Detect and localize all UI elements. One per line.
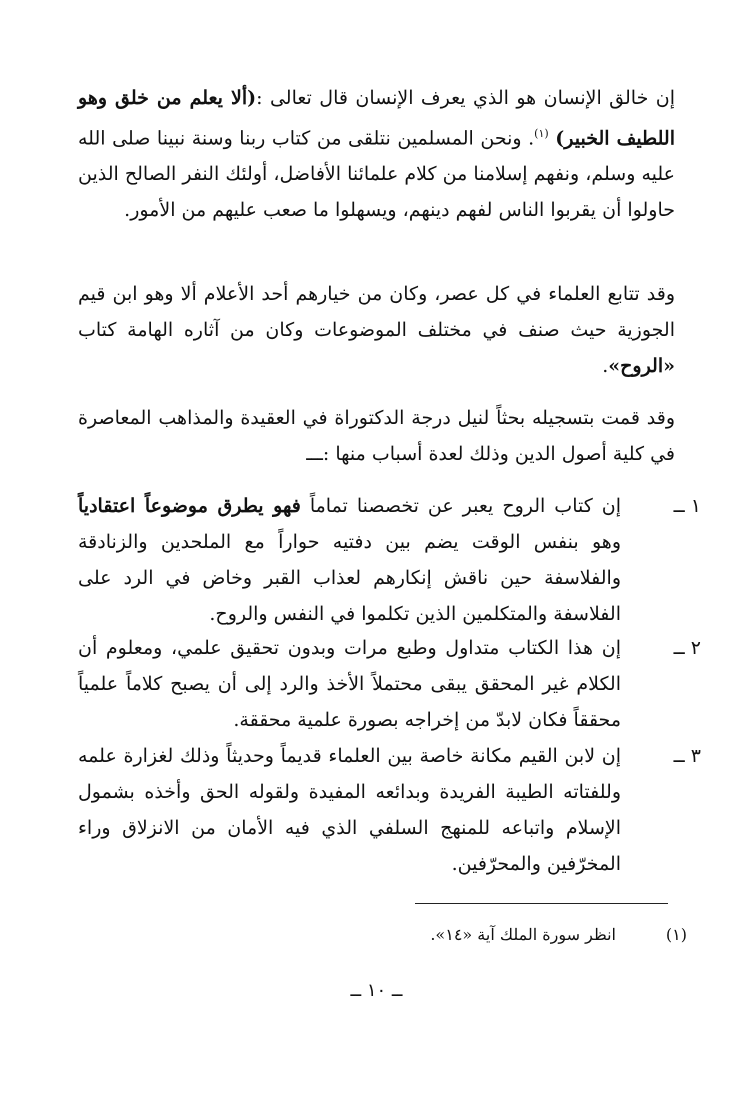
footnote-ref: (١) [534,127,549,140]
footnote [78,920,701,950]
reason-number: ٢ ــ [673,637,701,659]
reason-text-part: إن لابن القيم مكانة خاصة بين العلماء قديماً وحديثاً وذلك لغزارة علمه وللفتاته الطيبة الفريدة وبدائعه المفيدة ولقوله الحق وأخذه بشمول الإسلام واتباعه للمنهج السلفي الذي فيه الأمان من الانزلاق وراء المخرّفين والمحرّفين. [78,745,621,875]
p2-text-after: . [602,355,609,377]
reason-text-part: إن كتاب الروح يعبر عن تخصصنا تماماً [300,495,621,517]
footnote-text: انظر سورة الملك آية «١٤». [430,925,616,944]
reason-number: ١ ــ [673,495,701,517]
footnote-number: (١) [665,925,687,944]
book-title: «الروح» [608,355,675,377]
reason-text [78,488,621,632]
reason-text-part: إن هذا الكتاب متداول وطبع مرات وبدون تحقيق علمي، ومعلوم أن الكلام غير المحقق يبقى محتملاً الأخذ والرد إلى أن يصبح كلاماً علمياً محققاً فكان لابدّ من إخراجه بصورة علمية محققة. [78,637,621,731]
intro-paragraph-1 [78,80,675,228]
quran-quote: (ألا يعلم من خلق وهو اللطيف الخبير) [78,87,675,150]
page-number: ــ ١٠ ــ [350,980,403,1001]
reason-item-2 [78,630,701,738]
reason-text [78,630,621,738]
footnote-divider [415,903,668,904]
intro-paragraph-3 [78,400,675,472]
reason-text [78,738,621,882]
p1-text-after: . ونحن المسلمين نتلقى من كتاب ربنا وسنة نبينا صلى الله عليه وسلم، ونفهم إسلامنا من كلام علمائنا الأفاضل، أولئك النفر الصالح الذين حاولوا أن يقربوا الناس لفهم دينهم، ويسهلوا ما صعب عليهم من الأمور. [78,127,675,222]
reason-text-bold: فهو يطرق موضوعاً اعتقادياً [78,495,301,517]
reason-item-3 [78,738,701,882]
reason-item-1 [78,488,701,632]
p3-text: وقد قمت بتسجيله بحثاً لنيل درجة الدكتوراة في العقيدة والمذاهب المعاصرة في كلية أصول الدين وذلك لعدة أسباب منها :ـــ [78,407,675,465]
p1-text-before: إن خالق الإنسان هو الذي يعرف الإنسان قال تعالى : [256,87,676,109]
intro-paragraph-2 [78,276,675,384]
p2-text-before: وقد تتابع العلماء في كل عصر، وكان من خيارهم أحد الأعلام ألا وهو ابن قيم الجوزية حيث صنف في مختلف الموضوعات وكان من آثاره الهامة كتاب [78,283,675,341]
reason-text-part: وهو بنفس الوقت يضم بين دفتيه حواراً مع الملحدين والزنادقة والفلاسفة حين ناقش إنكارهم لعذاب القبر وخاض في الرد على الفلاسفة والمتكلمين الذين تكلموا في النفس والروح. [78,531,621,625]
reason-number: ٣ ــ [673,745,701,767]
